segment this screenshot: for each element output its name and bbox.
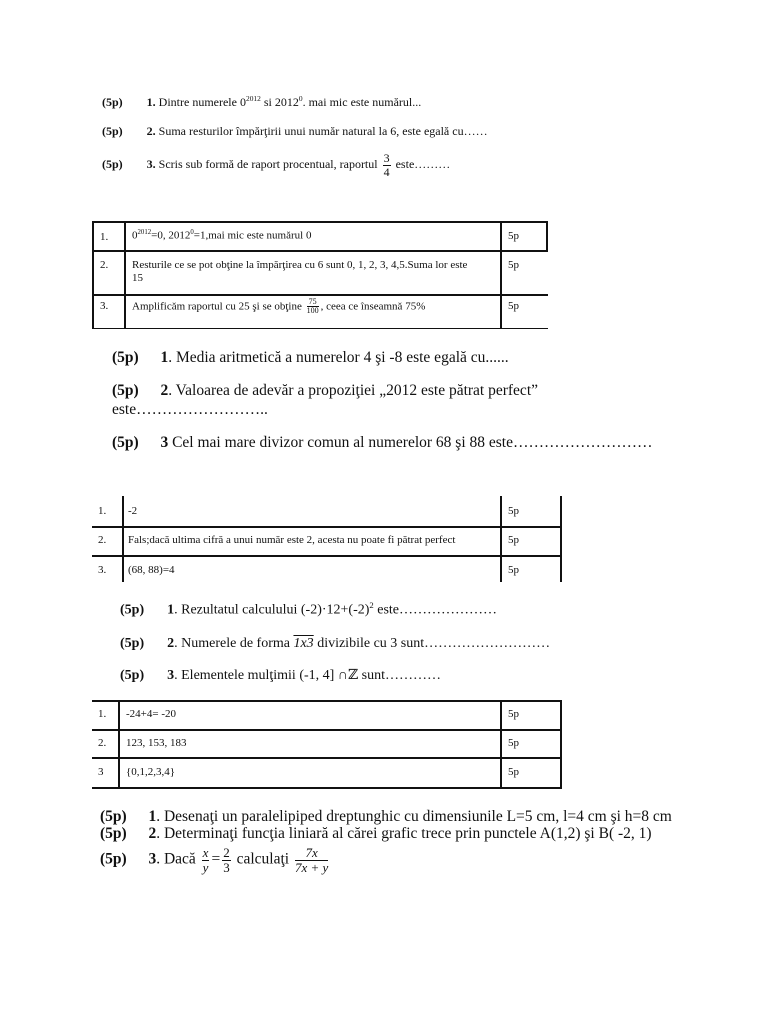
points-label: (5p) <box>112 349 139 366</box>
s2-question-1 <box>112 349 509 367</box>
equals-sign: = <box>211 850 221 868</box>
points-cell: 5p <box>508 300 519 312</box>
answer-cell: Fals;dacă ultima cifră a unui număr este 2, acesta nu poate fi pătrat perfect <box>128 534 456 546</box>
points-cell: 5p <box>508 564 519 576</box>
points-label: (5p) <box>102 156 123 171</box>
question-number: 3 <box>167 668 175 683</box>
question-text: Suma resturilor împărţirii unui număr natural la 6, este egală cu…… <box>158 124 488 138</box>
points-label: (5p) <box>102 124 123 138</box>
answer-cell: Resturile ce se pot obţine la împărţirea cu 6 sunt 0, 1, 2, 3, 4,5.Suma lor este <box>132 259 468 271</box>
question-text: . Media aritmetică a numerelor 4 şi -8 este egală cu...... <box>168 349 509 366</box>
row-number: 2. <box>100 259 109 271</box>
question-text: Scris sub formă de raport procentual, raportul <box>158 156 378 171</box>
answer-cell: {0,1,2,3,4} <box>126 766 176 778</box>
question-number: 1 <box>148 808 157 825</box>
answer-cell: Amplificăm raportul cu 25 şi se obţine $\frac{75}{100}$ , ceea ce înseamnă 75% <box>132 297 426 316</box>
row-number: 2. <box>98 534 107 546</box>
question-text: Dintre numerele 0 <box>158 95 246 109</box>
answer-cell-cont: 15 <box>132 272 143 284</box>
question-number: 1 <box>160 349 169 366</box>
points-cell: 5p <box>508 534 519 546</box>
answer-cell: 123, 153, 183 <box>126 737 187 749</box>
points-label: (5p) <box>112 434 139 451</box>
points-cell: 5p <box>508 766 519 778</box>
fraction: $\frac{3}{4}$ <box>383 151 390 179</box>
row-number: 1. <box>98 708 107 720</box>
fraction-two-thirds: $\frac{2}{3}$ <box>223 845 230 875</box>
question-text: calculaţi <box>236 850 290 868</box>
question-text: . Rezultatul calculului (-2)·12+(-2) <box>174 602 370 618</box>
question-text: . Dacă <box>156 850 196 868</box>
question-number: 3 <box>160 434 169 451</box>
row-number: 3 <box>98 766 104 778</box>
question-text: . Numerele de forma <box>174 636 294 651</box>
points-cell: 5p <box>508 230 519 242</box>
points-cell: 5p <box>508 708 519 720</box>
question-text: . Valoarea de adevăr a propoziţiei „2012 este pătrat perfect” <box>168 382 539 399</box>
row-number: 1. <box>100 231 109 243</box>
question-text: . mai mic este numărul... <box>302 95 422 109</box>
question-text: este……… <box>395 156 451 171</box>
question-number: 1. <box>146 95 156 109</box>
s4-question-2 <box>100 825 652 843</box>
question-number: 1 <box>167 602 175 618</box>
question-text: . Elementele mulţimii (-1, 4] ∩ℤ sunt………… <box>174 668 441 683</box>
question-text: si 2012 <box>260 95 299 109</box>
s2-question-2 <box>112 382 538 400</box>
s4-question-1 <box>100 808 672 826</box>
fraction: $\frac{75}{100}$ <box>306 297 319 316</box>
s3-question-1 <box>120 600 497 619</box>
row-number: 3. <box>98 564 107 576</box>
s1-question-3 <box>102 152 450 178</box>
s3-question-3 <box>120 667 441 684</box>
question-number: 2 <box>160 382 169 399</box>
points-label: (5p) <box>100 825 127 842</box>
answer-cell: (68, 88)=4 <box>128 564 175 576</box>
s4-question-3 <box>100 846 330 874</box>
fraction-x-over-y: $\frac{x}{y}$ <box>202 845 209 875</box>
points-label: (5p) <box>120 636 145 651</box>
s2-question-2-cont: este…………………….. <box>112 401 268 418</box>
question-text: . Desenaţi un paralelipiped dreptunghic cu dimensiunile L=5 cm, l=4 cm şi h=8 cm <box>156 808 672 825</box>
question-number: 2 <box>167 636 175 651</box>
question-number: 3 <box>148 850 157 868</box>
points-label: (5p) <box>100 808 127 825</box>
question-text: Cel mai mare divizor comun al numerelor 68 şi 88 este……………………… <box>172 434 653 451</box>
s1-question-1 <box>102 94 421 110</box>
question-number: 3. <box>146 156 156 171</box>
row-number: 2. <box>98 737 107 749</box>
answer-cell: $0^{2012}=0$, $2012^0=1,mai$ mic este numărul 0 <box>132 229 312 242</box>
question-text: divizibile cu 3 sunt……………………… <box>313 636 551 651</box>
exponent: 2012 <box>245 94 261 103</box>
points-cell: 5p <box>508 505 519 517</box>
points-label: (5p) <box>100 850 127 868</box>
row-number: 1. <box>98 505 107 517</box>
points-cell: 5p <box>508 737 519 749</box>
s3-question-2 <box>120 636 550 652</box>
s1-question-2 <box>102 124 488 139</box>
fraction-expression: $\frac{7x}{7x + y}$ <box>294 845 329 875</box>
points-label: (5p) <box>120 668 145 683</box>
overlined-number: 1x3 <box>293 636 314 651</box>
points-label: (5p) <box>112 382 139 399</box>
question-number: 2. <box>146 124 156 138</box>
s2-question-3 <box>112 434 652 452</box>
question-number: 2 <box>148 825 157 842</box>
question-text: este………………… <box>373 602 498 618</box>
exponent: 0 <box>298 94 303 103</box>
question-text: . Determinaţi funcţia liniară al cărei grafic trece prin punctele A(1,2) şi B( -2, 1) <box>156 825 652 842</box>
exponent: 2 <box>369 600 374 610</box>
points-label: (5p) <box>120 602 145 618</box>
row-number: 3. <box>100 300 109 312</box>
answer-cell: -24+4= -20 <box>126 708 176 720</box>
points-label: (5p) <box>102 95 123 109</box>
answer-cell: -2 <box>128 505 138 517</box>
points-cell: 5p <box>508 259 519 271</box>
